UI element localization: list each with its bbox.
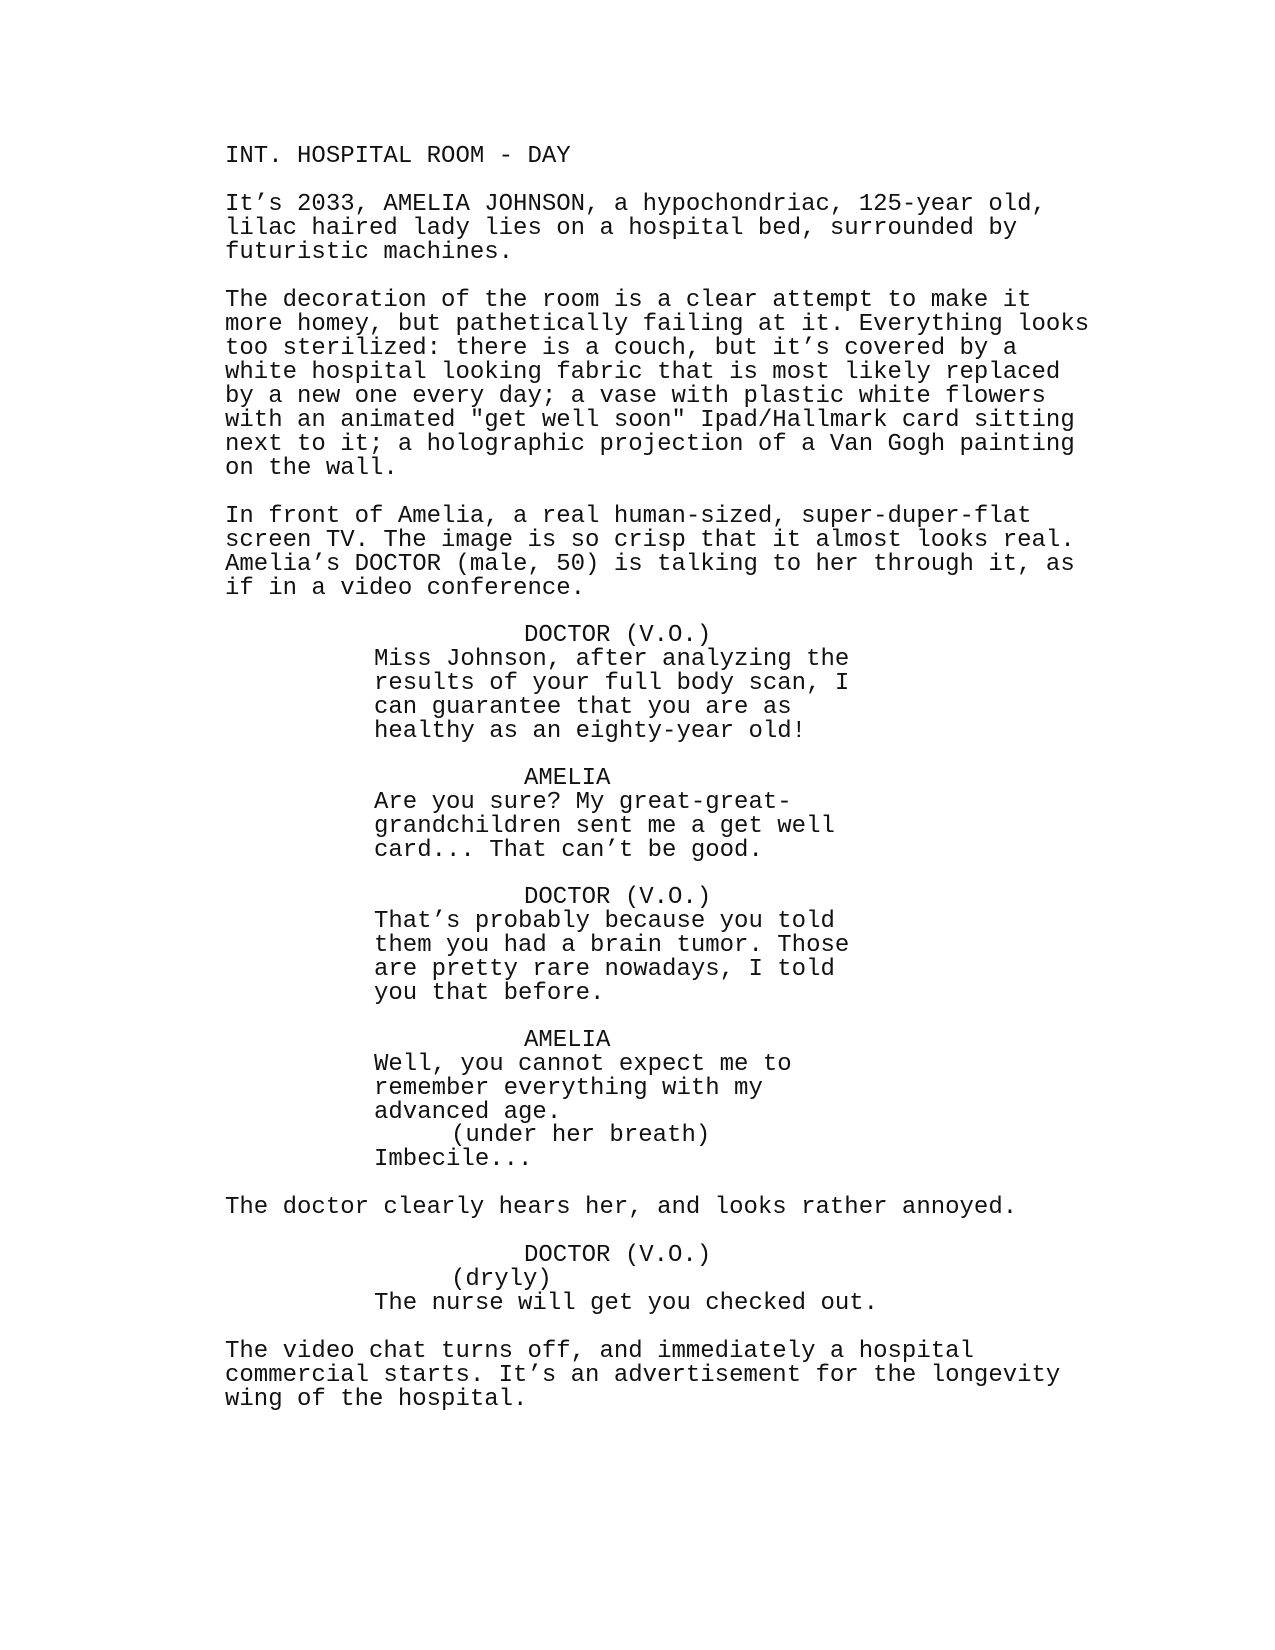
action-line: Amelia’s DOCTOR (male, 50) is talking to her through it, as bbox=[225, 551, 1075, 578]
parenthetical: (dryly) bbox=[451, 1266, 552, 1293]
action-line: screen TV. The image is so crisp that it almost looks real. bbox=[225, 527, 1075, 554]
dialogue-line: you that before. bbox=[374, 980, 605, 1007]
dialogue-line: Are you sure? My great-great- bbox=[374, 789, 792, 816]
action-line: with an animated "get well soon" Ipad/Hallmark card sitting bbox=[225, 407, 1075, 434]
dialogue-line: grandchildren sent me a get well bbox=[374, 813, 835, 840]
dialogue-line: healthy as an eighty-year old! bbox=[374, 718, 807, 745]
character-name: DOCTOR (V.O.) bbox=[524, 884, 712, 911]
dialogue-line: results of your full body scan, I bbox=[374, 670, 850, 697]
action-line: It’s 2033, AMELIA JOHNSON, a hypochondriac, 125-year old, bbox=[225, 191, 1046, 218]
action-line: next to it; a holographic projection of a Van Gogh painting bbox=[225, 431, 1075, 458]
action-line: wing of the hospital. bbox=[225, 1386, 528, 1413]
action-line: more homey, but pathetically failing at it. Everything looks bbox=[225, 311, 1090, 338]
dialogue-line: Well, you cannot expect me to bbox=[374, 1051, 792, 1078]
dialogue-line: The nurse will get you checked out. bbox=[374, 1290, 879, 1317]
action-line: The video chat turns off, and immediately a hospital bbox=[225, 1338, 974, 1365]
character-name: AMELIA bbox=[524, 765, 611, 792]
action-line: futuristic machines. bbox=[225, 239, 514, 266]
action-line: on the wall. bbox=[225, 455, 398, 482]
action-line: lilac haired lady lies on a hospital bed, surrounded by bbox=[225, 215, 1018, 242]
dialogue-line: remember everything with my bbox=[374, 1075, 763, 1102]
action-line: The decoration of the room is a clear attempt to make it bbox=[225, 287, 1032, 314]
parenthetical: (under her breath) bbox=[451, 1122, 711, 1149]
dialogue-line: can guarantee that you are as bbox=[374, 694, 792, 721]
dialogue-line: That’s probably because you told bbox=[374, 908, 835, 935]
character-name: DOCTOR (V.O.) bbox=[524, 622, 712, 649]
dialogue-line: card... That can’t be good. bbox=[374, 837, 763, 864]
action-line: by a new one every day; a vase with plastic white flowers bbox=[225, 383, 1046, 410]
action-line: The doctor clearly hears her, and looks rather annoyed. bbox=[225, 1194, 1018, 1221]
dialogue-line: them you had a brain tumor. Those bbox=[374, 932, 850, 959]
dialogue-line: advanced age. bbox=[374, 1099, 562, 1126]
action-line: if in a video conference. bbox=[225, 575, 586, 602]
action-line: commercial starts. It’s an advertisement for the longevity bbox=[225, 1362, 1061, 1389]
dialogue-line: Imbecile... bbox=[374, 1146, 533, 1173]
action-line: white hospital looking fabric that is most likely replaced bbox=[225, 359, 1061, 386]
dialogue-line: Miss Johnson, after analyzing the bbox=[374, 646, 850, 673]
action-line: too sterilized: there is a couch, but it’s covered by a bbox=[225, 335, 1018, 362]
character-name: DOCTOR (V.O.) bbox=[524, 1242, 712, 1269]
action-line: In front of Amelia, a real human-sized, super-duper-flat bbox=[225, 503, 1032, 530]
scene-heading: INT. HOSPITAL ROOM - DAY bbox=[225, 143, 571, 170]
character-name: AMELIA bbox=[524, 1027, 611, 1054]
dialogue-line: are pretty rare nowadays, I told bbox=[374, 956, 835, 983]
